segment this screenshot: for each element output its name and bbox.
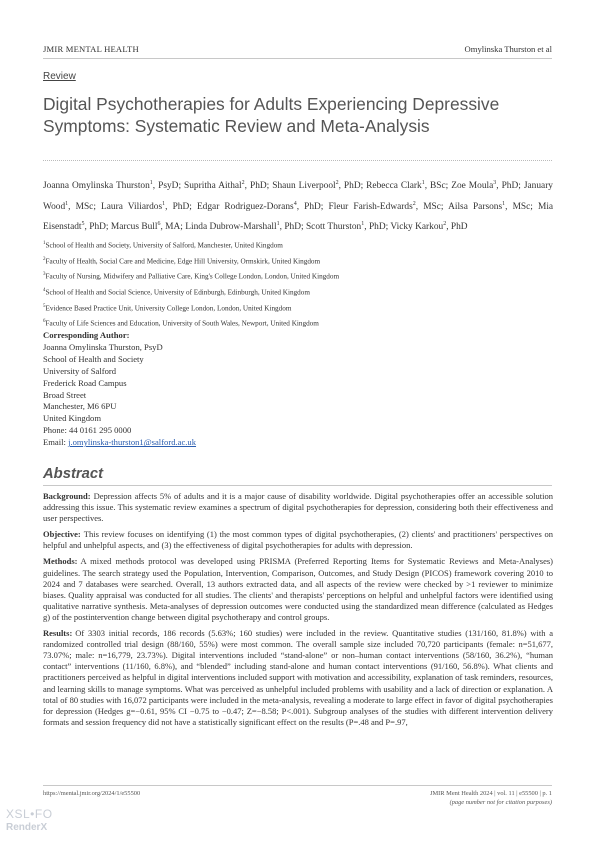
author-degree: PhD [501,181,519,192]
author-entry: Supritha Aithal$^2$, PhD [184,180,267,192]
author-degree: MSc [75,201,94,212]
author-name: Fleur Farish-Edwards [328,201,413,212]
abstract-section-text: Of 3303 initial records, 186 records (5.63%; 160 studies) were included in the review. Quantitative studies (131/160, 81.8%) with a randomized controlled trial design (88/160, 55%) were most common. The overall sample size included 70,720 participants (female: n=51,677, 73.07%; male: n=16,779, 23.73%). Digital interventions included “stand-alone” or non–human contact interventions (58/160, 36.2%), “human contact” interventions (11/160, 6.8%), and “blended” including stand-alone and human contact interventions (91/160, 56.8%). What clients and practitioners perceived as helpful in digital interventions included support with motivation and accessibility, explanation of task reminders, resources, and learning skills to manage symptoms. What was perceived as unhelpful included problems with usability and a lack of direction or explanation. A total of 80 studies with 16,072 participants were included in the meta-analysis, revealing a moderate to large effect in favor of digital psychotherapies for depression (Hedges g=−0.61, 95% CI −0.75 to −0.47; Z=−8.58; P<.001). Subgroup analyses of the studies with different intervention delivery formats and session frequency did not have a statistically significant effect on the results (P=.48 and P=.97, [43,628,553,727]
author-degree: MSc [512,201,531,212]
author-affiliation-ref: 1 [361,221,365,228]
address-line: United Kingdom [43,413,102,424]
author-name: Laura Viliardos [101,201,163,212]
abstract-section-text: This review focuses on identifying (1) the most common types of digital psychotherapies, (2) clients' and practitioners' perspectives on helpful and unhelpful aspects, and (3) the effectiveness of digital psychotherapies for adults with depression. [43,529,553,551]
author-entry: Rebecca Clark$^1$, BSc [366,180,446,192]
affiliation-number: 4 [43,288,46,294]
running-authors: Omylinska Thurston et al [464,44,552,54]
affiliation-item [43,253,553,269]
affiliation-number: 3 [43,272,46,278]
email-link[interactable]: j.omylinska-thurston1@salford.ac.uk [68,437,197,448]
address-line: University of Salford [43,365,117,376]
author-name: Supritha Aithal [184,181,242,192]
article-type-label: Review [43,71,76,82]
abstract-section [43,628,553,728]
address-line: Phone: 44 0161 295 0000 [43,425,132,436]
author-name: Mia Eisenstadt [43,201,554,233]
abstract-section [43,491,553,524]
abstract-section [43,556,553,623]
article-url[interactable]: https://mental.jmir.org/2024/1/e55500 [43,790,141,797]
corresponding-address [43,342,443,437]
author-name: Linda Dubrow-Marshall [185,222,277,233]
author-degree: PsyD [158,181,179,192]
address-line: Frederick Road Campus [43,377,127,388]
author-affiliation-ref: 4 [293,200,297,207]
author-affiliation-ref: 1 [162,200,166,207]
abstract-body [43,491,553,733]
page-note: (page number not for citation purposes) [449,798,552,806]
author-affiliation-ref: 2 [335,180,339,186]
author-name: Scott Thurston [305,222,362,233]
affiliation-number: 6 [43,319,46,325]
author-name: Shaun Liverpool [272,181,336,192]
abstract-divider [43,485,552,486]
author-affiliation-ref: 1 [276,221,280,228]
author-degree: PhD [249,181,267,192]
author-degree: PhD [172,201,190,212]
author-entry: Edgar Rodriguez-Dorans$^4$, PhD [196,200,321,212]
renderx-logo [6,808,53,834]
author-entry: Marcus Bull$^6$, MA [110,221,181,233]
author-entry: Ailsa Parsons$^1$, MSc [448,200,531,212]
author-name: Marcus Bull [110,222,158,233]
address-line: Broad Street [43,389,87,400]
affiliation-text: Faculty of Life Sciences and Education, University of South Wales, Newport, United Kingdom [45,319,319,328]
affiliation-text: Faculty of Nursing, Midwifery and Palliative Care, King's College London, London, United Kingdom [45,272,340,281]
affiliation-text: School of Health and Social Science, University of Edinburgh, Edinburgh, United Kingdom [45,288,310,297]
author-degree: PhD [343,181,361,192]
author-degree: PhD [304,201,321,212]
abstract-section-label: Results: [43,628,73,639]
author-affiliation-ref: 1 [502,200,506,207]
affiliation-list [43,237,553,331]
author-degree: BSc [430,181,446,192]
author-degree: MSc [423,201,441,212]
author-entry: Scott Thurston$^1$, PhD [305,221,386,233]
journal-name: JMIR MENTAL HEALTH [43,44,139,54]
affiliation-number: 2 [43,256,46,262]
footer-citation-block [430,790,552,807]
affiliation-number: 1 [43,241,46,246]
author-name: Zoe Moula [451,181,494,192]
author-degree: PhD [89,222,106,233]
author-degree: MA [165,222,181,233]
affiliation-text: School of Health and Society, University of Salford, Manchester, United Kingdom [45,241,283,250]
affiliation-text: Evidence Based Practice Unit, University College London, London, United Kingdom [45,304,292,313]
author-degree: PhD [450,222,468,233]
author-name: Ailsa Parsons [448,201,503,212]
author-entry: Fleur Farish-Edwards$^2$, MSc [328,200,441,212]
author-degree: PhD [284,222,301,233]
abstract-section-label: Objective: [43,529,81,540]
author-name: Rebecca Clark [366,181,422,192]
header-divider [43,58,552,59]
author-affiliation-ref: 2 [241,180,245,186]
author-entry: Shaun Liverpool$^2$, PhD [272,180,361,192]
affiliation-item [43,237,553,253]
author-entry: January Wood$^1$, MSc [43,181,553,212]
address-line: School of Health and Society [43,353,144,364]
author-name: Edgar Rodriguez-Dorans [196,201,294,212]
affiliation-item [43,300,553,316]
footer-divider [43,785,552,786]
abstract-section-label: Methods: [43,556,78,567]
abstract-section-label: Background: [43,491,91,501]
corresponding-email-line [43,437,443,449]
affiliation-text: Faculty of Health, Social Care and Medicine, Edge Hill University, Ormskirk, United Kingdom [45,257,321,266]
author-affiliation-ref: 2 [443,221,447,228]
abstract-heading: Abstract [43,466,104,482]
affiliation-item [43,315,553,331]
author-affiliation-ref: 1 [65,200,69,207]
email-label: Email: [43,437,69,448]
address-line: Manchester, M6 6PU [43,401,117,412]
author-affiliation-ref: 2 [412,200,416,207]
author-affiliation-ref: 3 [493,180,497,186]
author-list: Joanna Omylinska Thurston$^1$, PsyD; Supritha Aithal$^2$, PhD; Shaun Liverpool$^2$, PhD; Rebecca Clark$^1$, BSc; Zoe Moula$^3$, PhD; January Wood$^1$, MSc; Laura Viliardos$^1$, PhD; Edgar Rodriguez-Dorans$^4$, PhD; Fleur Farish-Edwards$^2$, MSc; Ailsa Parsons$^1$, MSc; Mia Eisenstadt$^5$, PhD; Marcus Bull$^6$, MA; Linda Dubrow-Marshall$^1$, PhD; Scott Thurston$^1$, PhD; Vicky Karkou$^2$, PhD [43,180,554,233]
abstract-section [43,529,553,551]
author-affiliation-ref: 6 [157,221,161,228]
author-entry: Linda Dubrow-Marshall$^1$, PhD [185,221,301,233]
abstract-section-text: A mixed methods protocol was developed using PRISMA (Preferred Reporting Items for Systematic Reviews and Meta-Analyses) guidelines. The search strategy used the Population, Intervention, Comparison, Outcomes, and Study Design (PICOS) framework covering 2010 to 2024 and 7 databases were searched. Overall, 13 authors extracted data, and all aspects of the review were checked by >1 reviewer to minimize biases. Quality appraisal was conducted for all studies. The clients' and therapists' perceptions on helpful and unhelpful factors were identified using qualitative narrative synthesis. Meta-analyses of depression outcomes were conducted using the standardized mean difference (calculated as Hedges g) of the postintervention change between digital psychotherapy and control groups. [43,556,553,622]
author-degree: PhD [368,222,386,233]
corresponding-author-block [43,330,443,449]
author-affiliation-ref: 1 [421,180,425,186]
author-entry: Zoe Moula$^3$, PhD [451,180,519,192]
affiliation-number: 5 [43,303,46,309]
author-entry: Joanna Omylinska Thurston$^1$, PsyD [43,180,179,192]
corresponding-author-heading: Corresponding Author: [43,330,130,340]
citation-line: JMIR Ment Health 2024 | vol. 11 | e55500 | p. 1 [430,790,552,797]
running-header [43,44,552,58]
author-name: January Wood [43,181,553,212]
author-entry: Vicky Karkou$^2$, PhD [390,221,468,233]
logo-line-xslfo: XSL•FO [6,807,53,821]
article-title: Digital Psychotherapies for Adults Experiencing Depressive Symptoms: Systematic Review and Meta-Analysis [43,94,500,136]
author-name: Joanna Omylinska Thurston [43,181,150,192]
logo-line-renderx: RenderX [6,822,48,833]
affiliation-item [43,268,553,284]
address-line: Joanna Omylinska Thurston, PsyD [43,341,163,352]
author-entry: Laura Viliardos$^1$, PhD [101,200,190,212]
title-divider [43,160,552,161]
author-affiliation-ref: 1 [149,180,153,186]
author-name: Vicky Karkou [390,222,444,233]
author-entry: Mia Eisenstadt$^5$, PhD [43,201,554,233]
abstract-section-text: Depression affects 5% of adults and it is a major cause of disability worldwide. Digital psychotherapies offer an accessible solution addressing this issue. This systematic review examines a spectrum of digital psychotherapies for depression, considering both their effectiveness and user perspectives. [43,491,553,524]
affiliation-item [43,284,553,300]
author-affiliation-ref: 5 [81,221,85,228]
